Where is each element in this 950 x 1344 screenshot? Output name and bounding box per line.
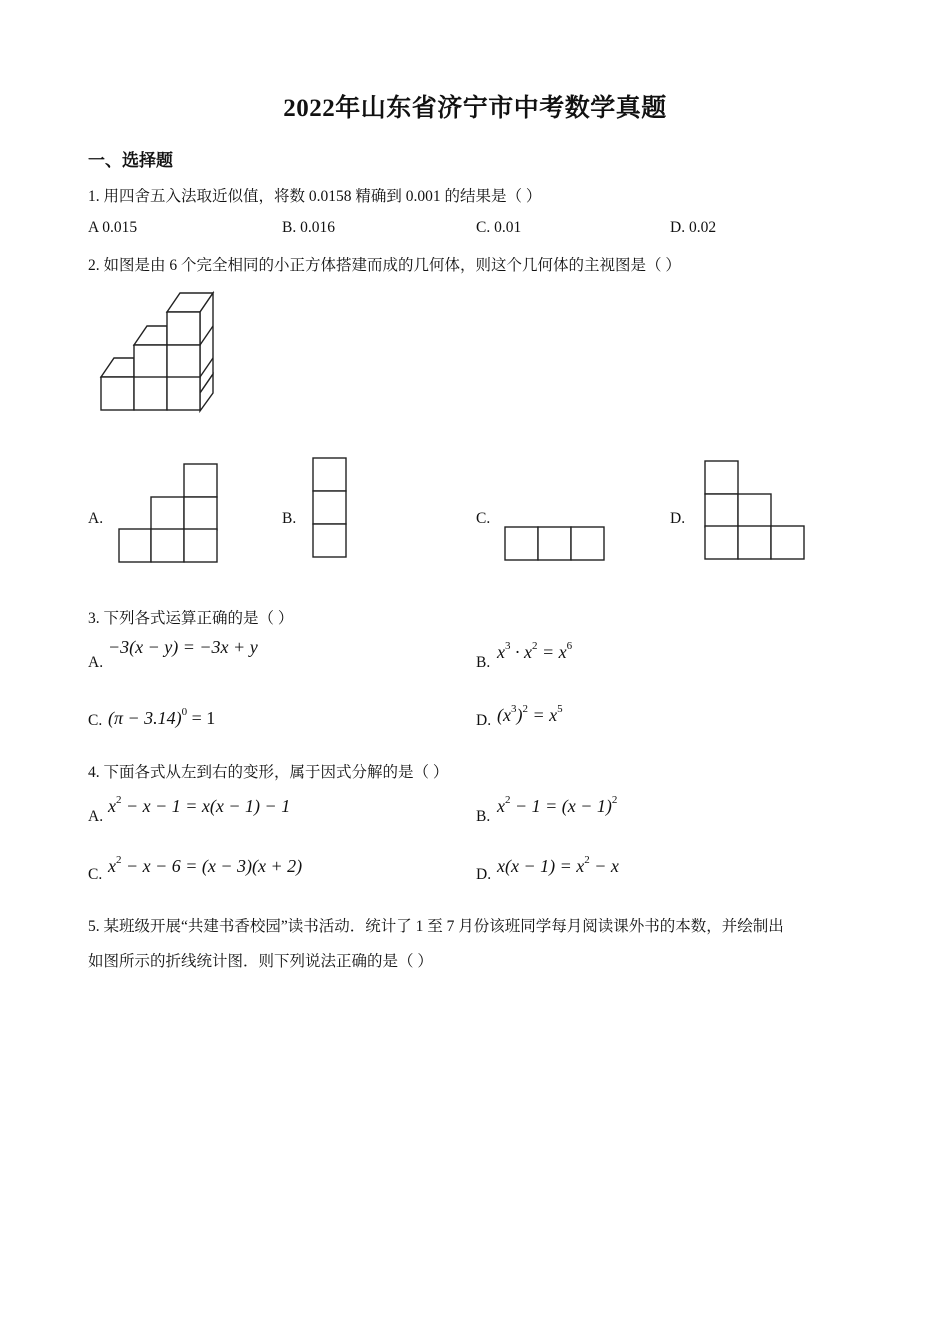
question-5-text-line-2: 如图所示的折线统计图．则下列说法正确的是（ ）: [88, 953, 433, 970]
question-1-option-d[interactable]: D. 0.02: [670, 219, 717, 236]
question-3-option-d-label[interactable]: D.: [476, 712, 492, 729]
question-1-option-c[interactable]: C. 0.01: [476, 219, 522, 236]
question-4-option-b-formula[interactable]: $x^2 - 1 = (x - 1)^2$: [497, 794, 618, 816]
question-3-text: 3. 下列各式运算正确的是（ ）: [88, 610, 294, 627]
page-title: 2022年山东省济宁市中考数学真题: [283, 95, 667, 122]
question-3-option-a-label[interactable]: A.: [88, 654, 104, 671]
question-4-option-b-label[interactable]: B.: [476, 808, 491, 825]
question-3-option-c-label[interactable]: C.: [88, 712, 103, 729]
question-3-option-d-formula[interactable]: $(x^3)^2 = x^5$: [497, 703, 563, 725]
question-2-option-d-label[interactable]: D.: [670, 510, 686, 527]
question-2-option-a-label[interactable]: A.: [88, 510, 104, 527]
question-2-option-a-figure[interactable]: [118, 463, 220, 565]
question-3-option-c-formula[interactable]: $(\pi - 3.14)^0 = 1$: [108, 706, 216, 728]
question-5-text-line-1: 5. 某班级开展“共建书香校园”读书活动．统计了 1 至 7 月份该班同学每月阅读课外书的本数，并绘制出: [88, 918, 784, 935]
question-2-option-c-label[interactable]: C.: [476, 510, 491, 527]
section-heading: 一、选择题: [88, 151, 173, 170]
question-1-text: 1. 用四舍五入法取近似值，将数 0.0158 精确到 0.001 的结果是（ ）: [88, 188, 542, 205]
question-4-option-c-label[interactable]: C.: [88, 866, 103, 883]
question-4-option-a-label[interactable]: A.: [88, 808, 104, 825]
question-4-option-d-formula[interactable]: $x(x - 1) = x^2 - x$: [497, 854, 619, 876]
question-3-option-a-formula[interactable]: −3(x − y) = −3x + y: [108, 637, 258, 657]
question-4-option-d-label[interactable]: D.: [476, 866, 492, 883]
question-4-option-a-formula[interactable]: $x^2 - x - 1 = x(x - 1) - 1$: [108, 794, 291, 816]
question-2-option-b-figure[interactable]: [312, 457, 348, 559]
question-2-option-d-figure[interactable]: [704, 460, 806, 562]
question-2-text: 2. 如图是由 6 个完全相同的小正方体搭建而成的几何体，则这个几何体的主视图是（ ）: [88, 257, 681, 274]
question-1-option-a[interactable]: A 0.015: [88, 219, 138, 236]
question-3-option-b-label[interactable]: B.: [476, 654, 491, 671]
question-4-text: 4. 下面各式从左到右的变形，属于因式分解的是（ ）: [88, 764, 449, 781]
question-2-option-c-figure[interactable]: [504, 526, 606, 562]
question-2-option-b-label[interactable]: B.: [282, 510, 297, 527]
question-1-option-b[interactable]: B. 0.016: [282, 219, 335, 236]
question-3-option-b-formula[interactable]: $x^3 \cdot x^2 = x^6$: [497, 640, 573, 662]
question-4-option-c-formula[interactable]: $x^2 - x - 6 = (x - 3)(x + 2)$: [108, 854, 303, 876]
cube-structure-figure: [95, 288, 225, 413]
